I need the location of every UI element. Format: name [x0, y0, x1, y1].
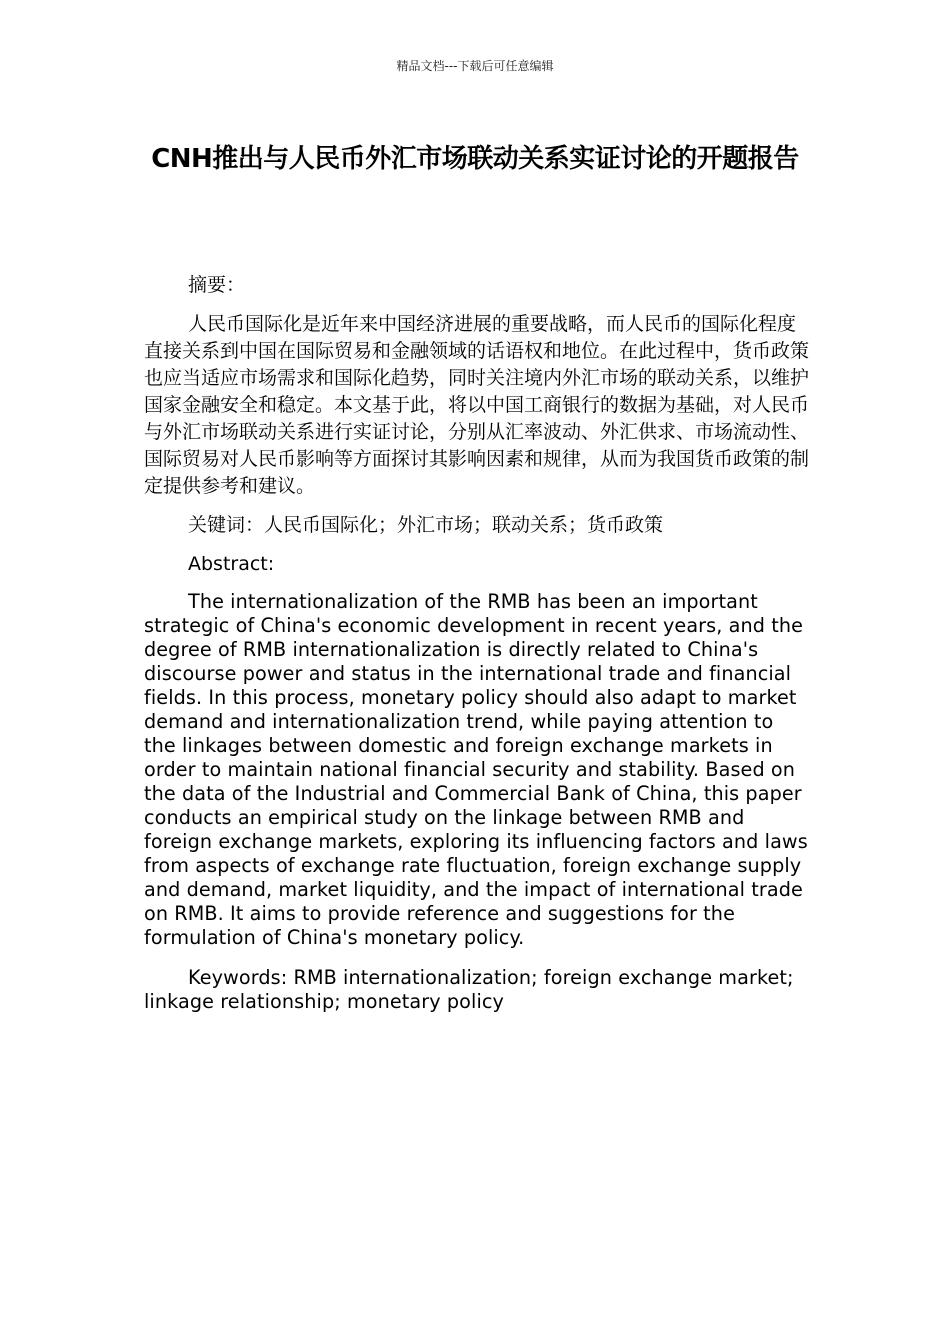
- abstract-label-en: Abstract:: [188, 553, 275, 575]
- abstract-body-zh: 人民币国际化是近年来中国经济进展的重要战略，而人民币的国际化程度直接关系到中国在国际贸易和金融领域的话语权和地位。在此过程中，货币政策也应当适应市场需求和国际化趋势，同时关注境内外汇市场的联动关系，以维护国家金融安全和稳定。本文基于此，将以中国工商银行的数据为基础，对人民币与外汇市场联动关系进行实证讨论，分别从汇率波动、外汇供求、市场流动性、国际贸易对人民币影响等方面探讨其影响因素和规律，从而为我国货币政策的制定提供参考和建议。: [144, 313, 810, 497]
- keywords-en: Keywords: RMB internationalization; foreign exchange market; linkage relationship; monetary policy: [144, 966, 794, 1013]
- page-header-note: 精品文档---下载后可任意编辑: [396, 59, 554, 73]
- abstract-body-en: The internationalization of the RMB has been an important strategic of China's economic development in recent years, and the degree of RMB internationalization is directly related to China's discourse power and status in the international trade and financial fields. In this process, monetary policy should also adapt to market demand and internationalization trend, while paying attention to the linkages between domestic and foreign exchange markets in order to maintain national financial security and stability. Based on the data of the Industrial and Commercial Bank of China, this paper conducts an empirical study on the linkage between RMB and foreign exchange markets, exploring its influencing factors and laws from aspects of exchange rate fluctuation, foreign exchange supply and demand, market liquidity, and the impact of international trade on RMB. It aims to provide reference and suggestions for the formulation of China's monetary policy.: [144, 590, 808, 949]
- abstract-label-zh: 摘要：: [188, 274, 246, 296]
- document-title: CNH推出与人民币外汇市场联动关系实证讨论的开题报告: [151, 144, 799, 174]
- document-body: [144, 272, 810, 1014]
- keywords-zh: 关键词：人民币国际化；外汇市场；联动关系；货币政策: [188, 514, 664, 536]
